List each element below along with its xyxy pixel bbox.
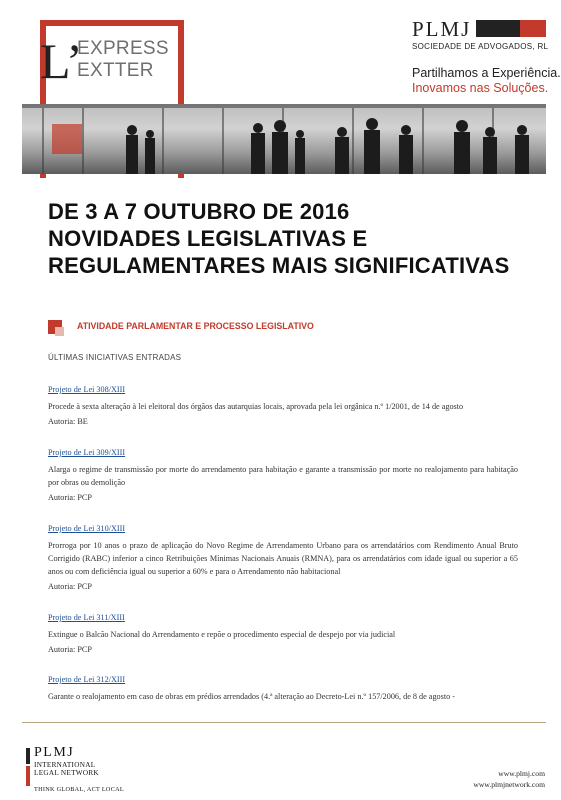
bill-link[interactable]: Projeto de Lei 311/XIII — [48, 613, 125, 622]
firm-name: PLMJ — [412, 17, 472, 41]
bill-description: Garante o realojamento em caso de obras em prédios arrendados (4.ª alteração ao Decreto-Lei n.º 157/2006, de 8 de agosto - — [48, 692, 455, 701]
list-item — [48, 675, 518, 703]
footer-logo-bar-red — [26, 766, 30, 786]
footer-network-line-2: LEGAL NETWORK — [34, 769, 99, 777]
people-silhouettes-image — [22, 104, 546, 174]
tagline-line-1: Partilhamos a Experiência. — [412, 66, 561, 80]
bill-author: Autoria: PCP — [48, 645, 92, 654]
list-item — [48, 385, 518, 428]
title-line-3: REGULAMENTARES MAIS SIGNIFICATIVAS — [48, 253, 510, 278]
bill-link[interactable]: Projeto de Lei 310/XIII — [48, 524, 126, 533]
tagline-line-2: Inovamos nas Soluções. — [412, 81, 549, 95]
page-title — [48, 198, 538, 279]
website-link-network[interactable]: www.plmjnetwork.com — [473, 780, 545, 789]
bill-link[interactable]: Projeto de Lei 309/XIII — [48, 448, 126, 457]
firm-logo-accent — [520, 20, 546, 37]
header-photo — [22, 104, 546, 174]
list-item — [48, 524, 518, 593]
newsletter-logo — [77, 38, 169, 82]
list-item — [48, 613, 518, 656]
bill-author: Autoria: PCP — [48, 582, 92, 591]
logo-line-2: EXTTER — [77, 60, 154, 81]
tagline — [412, 66, 561, 96]
section-subheading: ÚLTIMAS INICIATIVAS ENTRADAS — [48, 353, 182, 362]
footer-network-line-1: INTERNATIONAL — [34, 761, 96, 769]
bill-description: Prorroga por 10 anos o prazo de aplicação do Novo Regime de Arrendamento Urbano para os arrendatários com Rendimento Anual Bruto Corrigido (RABC) inferior a cinco Retribuições Mínimas Nacionais Anuais (RMNA), para os arrendatários com idade igual ou superior a 65 anos ou com deficiência igual ou superior a 60% e para o Arrendamento não habitacional — [48, 541, 518, 576]
bill-author: Autoria: BE — [48, 417, 88, 426]
logo-letter: L’ — [40, 33, 83, 89]
logo-line-1: EXPRESS — [77, 38, 169, 59]
footer-network — [34, 761, 99, 777]
footer-divider — [22, 722, 546, 723]
bill-link[interactable]: Projeto de Lei 312/XIII — [48, 675, 126, 684]
bill-description: Procede à sexta alteração à lei eleitoral dos órgãos das autarquias locais, aprovada pela lei orgânica n.º 1/2001, de 14 de agosto — [48, 402, 464, 411]
bill-author: Autoria: PCP — [48, 493, 92, 502]
firm-subtitle: SOCIEDADE DE ADVOGADOS, RL — [412, 42, 549, 51]
section-marker-icon — [48, 320, 62, 334]
footer-logo-bar-dark — [26, 748, 30, 764]
bill-description: Extingue o Balcão Nacional do Arrendamento e repõe o procedimento especial de despejo por via judicial — [48, 630, 396, 639]
firm-logo-bar — [476, 20, 546, 37]
section-heading: ATIVIDADE PARLAMENTAR E PROCESSO LEGISLATIVO — [77, 321, 314, 331]
website-link-plmj[interactable]: www.plmj.com — [498, 769, 545, 778]
bill-link[interactable]: Projeto de Lei 308/XIII — [48, 385, 126, 394]
footer-firm-name: PLMJ — [34, 745, 75, 760]
footer-websites — [473, 768, 545, 790]
title-line-1: DE 3 A 7 OUTUBRO DE 2016 — [48, 199, 350, 224]
title-line-2: NOVIDADES LEGISLATIVAS E — [48, 226, 368, 251]
footer-logo-bars — [26, 748, 30, 788]
list-item — [48, 448, 518, 504]
bill-description: Alarga o regime de transmissão por morte do arrendamento para habitação e garante a transmissão por morte no realojamento para habitação por obras ou demolição — [48, 465, 518, 487]
footer-motto: THINK GLOBAL, ACT LOCAL — [34, 786, 124, 793]
